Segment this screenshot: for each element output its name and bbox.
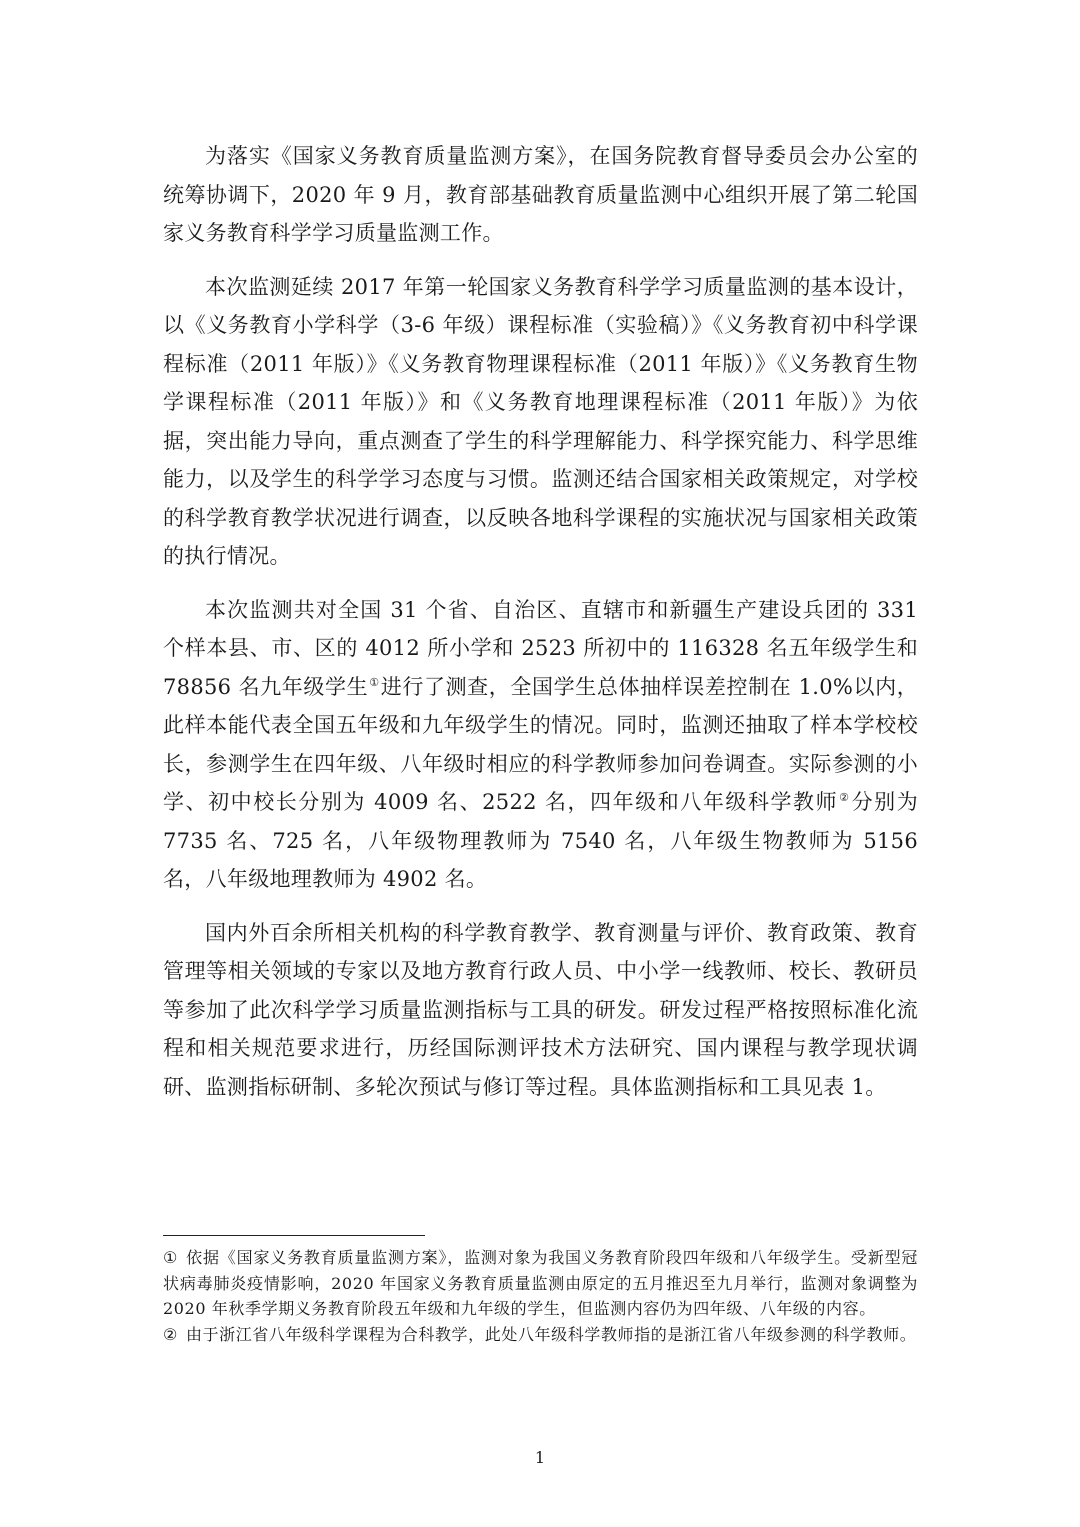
paragraph-2: 本次监测延续 2017 年第一轮国家义务教育科学学习质量监测的基本设计，以《义务教育小学科学（3-6 年级）课程标准（实验稿）》《义务教育初中科学课程标准（2011 年版）》《义务教育物理课程标准（2011 年版）》《义务教育生物学课程标准（2011 年版）》和《义务教育地理课程标准（2011 年版）》为依据，突出能力导向，重点测查了学生的科学理解能力、科学探究能力、科学思维能力，以及学生的科学学习态度与习惯。监测还结合国家相关政策规定，对学校的科学教育教学状况进行调查，以反映各地科学课程的实施状况与国家相关政策的执行情况。 bbox=[163, 274, 918, 568]
paragraph-3-part-1: 本次监测共对全国 31 个省、自治区、直辖市和新疆生产建设兵团的 331 个样本县、市、区的 4012 所小学和 2523 所初中的 116328 名五年级学生和 78856 名九年级学生 bbox=[163, 597, 918, 699]
footnote-1 bbox=[163, 1245, 918, 1322]
paragraph-4: 国内外百余所相关机构的科学教育教学、教育测量与评价、教育政策、教育管理等相关领域的专家以及地方教育行政人员、中小学一线教师、校长、教研员等参加了此次科学学习质量监测指标与工具的研发。研发过程严格按照标准化流程和相关规范要求进行，历经国际测评技术方法研究、国内课程与教学现状调研、监测指标研制、多轮次预试与修订等过程。具体监测指标和工具见表 1。 bbox=[163, 920, 918, 1099]
footnote-2-mark: ② bbox=[163, 1324, 178, 1344]
main-body bbox=[163, 137, 918, 1121]
footnote-2-text: 由于浙江省八年级科学课程为合科教学，此处八年级科学教师指的是浙江省八年级参测的科学教师。 bbox=[185, 1324, 917, 1344]
paragraph-3-part-2: 进行了测查，全国学生总体抽样误差控制在 1.0%以内，此样本能代表全国五年级和九年级学生的情况。同时，监测还抽取了样本学校校长，参测学生在四年级、八年级时相应的科学教师参加问卷调查。实际参测的小学、初中校长分别为 4009 名、2522 名，四年级和八年级科学教师 bbox=[163, 674, 918, 814]
footnote-2 bbox=[163, 1322, 918, 1348]
footnote-1-text: 依据《国家义务教育质量监测方案》，监测对象为我国义务教育阶段四年级和八年级学生。受新型冠状病毒肺炎疫情影响，2020 年国家义务教育质量监测由原定的五月推迟至九月举行，监测对象调整为 2020 年秋季学期义务教育阶段五年级和九年级的学生，但监测内容仍为四年级、八年级的内容。 bbox=[163, 1248, 918, 1318]
footnote-ref-2[interactable]: ② bbox=[839, 791, 851, 804]
paragraph-3 bbox=[163, 591, 918, 899]
paragraph-1: 为落实《国家义务教育质量监测方案》，在国务院教育督导委员会办公室的统筹协调下，2020 年 9 月，教育部基础教育质量监测中心组织开展了第二轮国家义务教育科学学习质量监测工作。 bbox=[163, 144, 918, 245]
paragraph-3-part-3: 分别为 7735 名、725 名，八年级物理教师为 7540 名，八年级生物教师为 5156 名，八年级地理教师为 4902 名。 bbox=[163, 790, 918, 891]
page-number: 1 bbox=[534, 1448, 546, 1467]
footnote-1-mark: ① bbox=[163, 1248, 179, 1267]
footnotes-section bbox=[163, 1245, 918, 1347]
footnote-ref-1[interactable]: ① bbox=[369, 675, 380, 689]
footnote-divider bbox=[163, 1235, 425, 1236]
